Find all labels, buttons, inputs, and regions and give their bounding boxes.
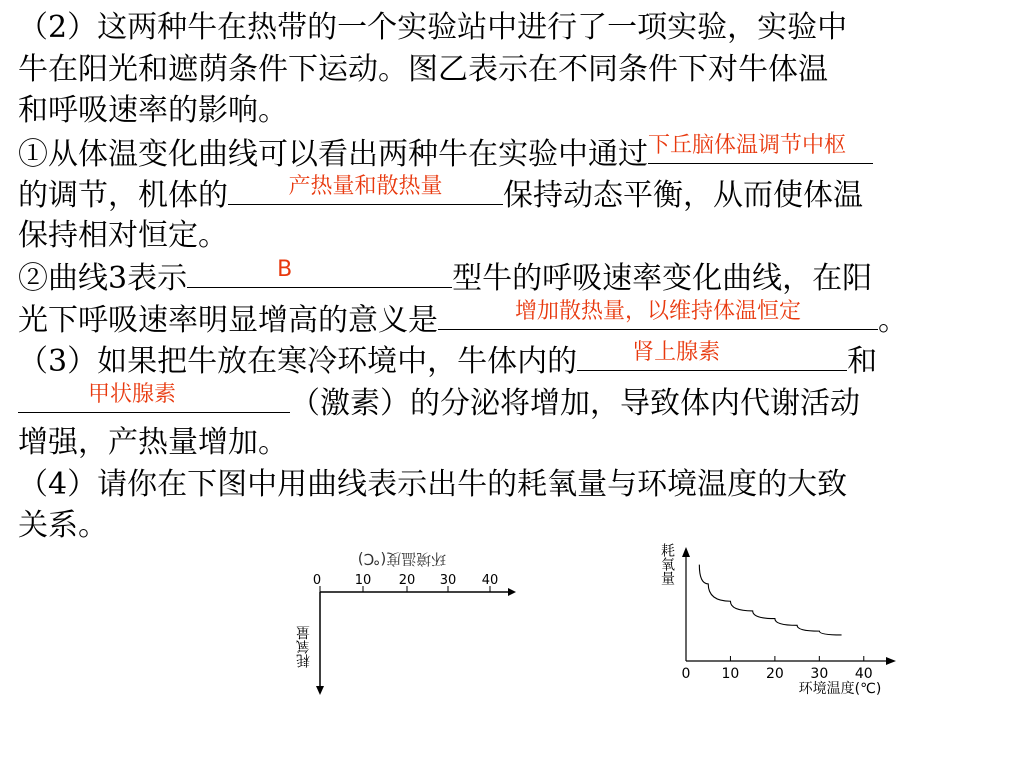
blank-tick-10: 10 bbox=[354, 573, 372, 588]
q1-text-d: 保持相对恒定。 bbox=[18, 217, 228, 253]
text-line bbox=[18, 216, 968, 258]
q1-text-a: ①从体温变化曲线可以看出两种牛在实验中通过 bbox=[18, 136, 648, 172]
blank-axes-x-label: 环境温度(℃) bbox=[357, 550, 447, 568]
blank-tick-40: 40 bbox=[481, 573, 499, 588]
blank-tick-0: 0 bbox=[312, 573, 322, 588]
answer-chart bbox=[650, 535, 900, 700]
text-line bbox=[18, 8, 968, 50]
chart-x-axis-arrow bbox=[886, 657, 896, 665]
mirrored-axis-title-group bbox=[358, 550, 447, 568]
answer-4: 增加散热量，以维持体温恒定 bbox=[514, 298, 801, 324]
answer-blank-4 bbox=[438, 299, 878, 330]
text-line bbox=[18, 465, 968, 507]
chart-series-line bbox=[699, 565, 841, 635]
para2-line2: 牛在阳光和遮荫条件下运动。图乙表示在不同条件下对牛体温 bbox=[18, 51, 828, 87]
chart-x-tick-label: 30 bbox=[810, 666, 829, 682]
q2-text-c: 光下呼吸速率明显增高的意义是 bbox=[18, 302, 438, 338]
text-line bbox=[18, 299, 968, 341]
chart-x-ticks bbox=[682, 656, 873, 682]
chart-x-tick-label: 20 bbox=[765, 666, 784, 682]
para2-line3: 和呼吸速率的影响。 bbox=[18, 93, 288, 128]
answer-blank-1 bbox=[648, 133, 873, 164]
text-line bbox=[18, 133, 968, 175]
question-text bbox=[18, 8, 968, 548]
answer-blank-6 bbox=[18, 382, 290, 413]
blank-y-axis-arrow bbox=[316, 686, 324, 695]
answer-6: 甲状腺素 bbox=[88, 381, 177, 407]
q2-text-d: 。 bbox=[878, 302, 908, 338]
q3-text-d: 增强，产热量增加。 bbox=[18, 425, 288, 460]
answer-blank-3 bbox=[187, 257, 452, 288]
answer-blank-2 bbox=[228, 174, 503, 205]
q1-text-b: 的调节，机体的 bbox=[18, 178, 228, 213]
blank-tick-20: 20 bbox=[398, 573, 416, 588]
text-line bbox=[18, 257, 968, 299]
chart-x-tick-label: 40 bbox=[854, 666, 873, 682]
answer-blank-5 bbox=[577, 340, 847, 371]
q4-text-a: （4）请你在下图中用曲线表示出牛的耗氧量与环境温度的大致 bbox=[18, 466, 848, 502]
q4-text-b: 关系。 bbox=[18, 508, 108, 543]
mirrored-y-label-group bbox=[296, 626, 312, 669]
q1-text-c: 保持动态平衡，从而使体温 bbox=[503, 178, 863, 213]
chart-x-label: 环境温度(℃) bbox=[798, 681, 882, 697]
answer-2: 产热量和散热量 bbox=[288, 174, 443, 199]
text-line bbox=[18, 382, 968, 424]
text-line bbox=[18, 340, 968, 382]
answer-5: 肾上腺素 bbox=[632, 340, 721, 365]
text-line bbox=[18, 91, 968, 133]
answer-3: B bbox=[277, 257, 293, 282]
text-line bbox=[18, 50, 968, 92]
text-line bbox=[18, 174, 968, 216]
q3-text-a: （3）如果把牛放在寒冷环境中，牛体内的 bbox=[18, 344, 578, 379]
blank-axes-y-label: 耗氧量 bbox=[296, 626, 312, 668]
chart-x-tick-label: 0 bbox=[681, 666, 691, 682]
answer-1: 下丘脑体温调节中枢 bbox=[648, 132, 847, 158]
q3-text-c: （激素）的分泌将增加，导致体内代谢活动 bbox=[290, 385, 860, 421]
blank-x-axis-arrow bbox=[508, 588, 516, 596]
blank-tick-30: 30 bbox=[439, 573, 457, 588]
blank-axes-figure bbox=[290, 540, 530, 700]
para2-line1: （2）这两种牛在热带的一个实验站中进行了一项实验，实验中 bbox=[18, 10, 848, 45]
q2-text-b: 型牛的呼吸速率变化曲线，在阳 bbox=[452, 261, 873, 296]
chart-y-axis-arrow bbox=[682, 547, 690, 557]
q2-text-a: ②曲线3表示 bbox=[18, 261, 188, 296]
chart-y-label: 耗氧量 bbox=[659, 543, 675, 585]
text-line bbox=[18, 423, 968, 465]
q3-text-b: 和 bbox=[847, 344, 878, 379]
chart-x-tick-label: 10 bbox=[721, 666, 740, 682]
